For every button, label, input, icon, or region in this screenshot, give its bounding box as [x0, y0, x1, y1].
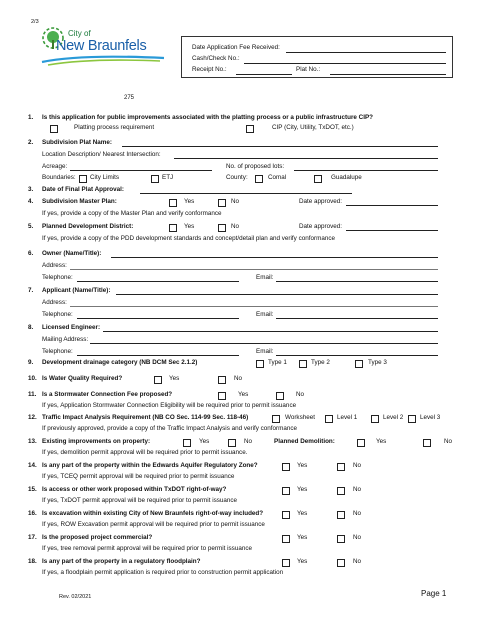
- location-field[interactable]: [174, 158, 438, 159]
- level1-label: Level 1: [337, 414, 358, 421]
- q9-label: Development drainage category (NB DCM Sec 2.1.2): [42, 359, 198, 366]
- city-limits-checkbox[interactable]: [79, 175, 87, 183]
- final-plat-date-field[interactable]: [140, 193, 352, 194]
- existing-no-label: No: [244, 438, 253, 445]
- q15-note: If yes, TxDOT permit approval will be required prior to permit issuance: [42, 497, 238, 504]
- acreage-label: Acreage:: [42, 163, 68, 170]
- master-plan-date-label: Date approved:: [299, 198, 343, 205]
- q8-label: Licensed Engineer:: [42, 324, 101, 331]
- aquifer-yes-label: Yes: [297, 462, 308, 469]
- demolition-no-label: No: [444, 438, 453, 445]
- q6-label: Owner (Name/Title):: [42, 250, 102, 257]
- guadalupe-label: Guadalupe: [331, 174, 362, 181]
- q18-number: 18.: [28, 558, 37, 565]
- aquifer-no-checkbox[interactable]: [337, 463, 345, 471]
- city-limits-label: City Limits: [90, 174, 120, 181]
- demolition-label: Planned Demolition:: [274, 438, 335, 445]
- location-label: Location Description/ Nearest Intersection:: [42, 151, 161, 158]
- q14-label: Is any part of the property within the Edwards Aquifer Regulatory Zone?: [42, 462, 258, 469]
- platting-label: Platting process requirement: [74, 124, 155, 131]
- water-quality-yes-label: Yes: [169, 375, 180, 382]
- q11-label: Is a Stormwater Connection Fee proposed?: [42, 391, 173, 398]
- q12-label: Traffic Impact Analysis Requirement (NB CO Sec. 114-99 Sec. 118-46): [42, 414, 249, 421]
- q10-label: Is Water Quality Required?: [42, 375, 123, 382]
- q12-note: If previously approved, provide a copy of the Traffic Impact Analysis and verify conformance: [42, 425, 298, 432]
- mailing-address-field[interactable]: [90, 343, 438, 344]
- boundaries-label: Boundaries:: [42, 174, 76, 181]
- existing-yes-label: Yes: [199, 438, 210, 445]
- row-excavation-no-checkbox[interactable]: [337, 511, 345, 519]
- q2-number: 2.: [28, 139, 34, 146]
- applicant-name-field[interactable]: [116, 294, 438, 295]
- pdd-no-checkbox[interactable]: [218, 224, 226, 232]
- q5-label: Planned Development District:: [42, 223, 134, 230]
- page-number: Page 1: [421, 589, 447, 598]
- comal-label: Comal: [268, 174, 287, 181]
- plat-name-field[interactable]: [122, 146, 438, 147]
- floodplain-yes-checkbox[interactable]: [282, 559, 290, 567]
- cip-checkbox[interactable]: [246, 125, 254, 133]
- fee-received-field[interactable]: [286, 52, 446, 53]
- logo-swoosh: [40, 54, 166, 66]
- q14-number: 14.: [28, 462, 37, 469]
- water-quality-no-label: No: [234, 375, 243, 382]
- type3-checkbox[interactable]: [355, 360, 363, 368]
- q5-note: If yes, provide a copy of the PDD development standards and concept/detail plan and verify conformance: [42, 235, 335, 242]
- owner-address-label: Address:: [42, 262, 67, 269]
- level3-label: Level 3: [420, 414, 441, 421]
- engineer-email-field[interactable]: [276, 355, 438, 356]
- demolition-yes-label: Yes: [376, 438, 387, 445]
- q4-note: If yes, provide a copy of the Master Plan and verify conformance: [42, 210, 222, 217]
- type1-label: Type 1: [268, 359, 287, 366]
- engineer-telephone-field[interactable]: [77, 355, 239, 356]
- row-excavation-no-label: No: [353, 510, 362, 517]
- applicant-address-label: Address:: [42, 299, 67, 306]
- receipt-field[interactable]: [236, 74, 292, 75]
- owner-email-field[interactable]: [276, 281, 438, 282]
- type2-checkbox[interactable]: [299, 360, 307, 368]
- etj-label: ETJ: [162, 174, 174, 181]
- form-code: 275: [124, 95, 135, 101]
- demolition-no-checkbox[interactable]: [423, 439, 431, 447]
- owner-name-field[interactable]: [111, 257, 438, 258]
- q18-label: Is any part of the property in a regulatory floodplain?: [42, 558, 201, 565]
- q13-number: 13.: [28, 438, 37, 445]
- owner-address-field[interactable]: [70, 269, 438, 270]
- worksheet-checkbox[interactable]: [272, 415, 280, 423]
- q16-number: 16.: [28, 510, 37, 517]
- pdd-yes-checkbox[interactable]: [169, 224, 177, 232]
- type1-checkbox[interactable]: [256, 360, 264, 368]
- engineer-telephone-label: Telephone:: [42, 348, 73, 355]
- acreage-field[interactable]: [70, 170, 212, 171]
- etj-checkbox[interactable]: [151, 175, 159, 183]
- owner-email-label: Email:: [256, 274, 274, 281]
- txdot-no-checkbox[interactable]: [337, 487, 345, 495]
- stormwater-no-label: No: [296, 391, 305, 398]
- q15-label: Is access or other work proposed within TxDOT right-of-way?: [42, 486, 227, 493]
- receipt-label: Receipt No.:: [192, 66, 227, 73]
- cash-check-field[interactable]: [244, 63, 446, 64]
- q16-note: If yes, ROW Excavation permit approval will be required prior to permit issuance: [42, 521, 265, 528]
- q3-label: Date of Final Plat Approval:: [42, 186, 124, 193]
- cip-label: CIP (City, Utility, TxDOT, etc.): [272, 124, 354, 131]
- master-plan-no-label: No: [231, 198, 240, 205]
- applicant-telephone-field[interactable]: [77, 318, 239, 319]
- q13-label: Existing improvements on property:: [42, 438, 151, 445]
- demolition-yes-checkbox[interactable]: [357, 439, 365, 447]
- applicant-address-field[interactable]: [70, 306, 438, 307]
- row-excavation-yes-checkbox[interactable]: [282, 511, 290, 519]
- office-use-box: [181, 36, 453, 78]
- aquifer-no-label: No: [353, 462, 362, 469]
- q11-note: If yes, Application Stormwater Connection Eligibility will be required prior to permit issuance: [42, 402, 297, 409]
- q16-label: Is excavation within existing City of New Braunfels right-of-way included?: [42, 510, 264, 517]
- floodplain-no-checkbox[interactable]: [337, 559, 345, 567]
- platting-checkbox[interactable]: [50, 125, 58, 133]
- logo-name-text: New Braunfels: [56, 38, 147, 54]
- revision-date: Rev. 02/2021: [59, 594, 92, 600]
- q11-number: 11.: [28, 391, 37, 398]
- level1-checkbox[interactable]: [325, 415, 333, 423]
- q8-number: 8.: [28, 324, 34, 331]
- q5-number: 5.: [28, 223, 34, 230]
- existing-yes-checkbox[interactable]: [183, 439, 191, 447]
- txdot-yes-label: Yes: [297, 486, 308, 493]
- q17-label: Is the proposed project commercial?: [42, 534, 153, 541]
- worksheet-label: Worksheet: [285, 414, 315, 421]
- q7-label: Applicant (Name/Title):: [42, 287, 111, 294]
- q7-number: 7.: [28, 287, 34, 294]
- pdd-no-label: No: [231, 223, 240, 230]
- owner-telephone-label: Telephone:: [42, 274, 73, 281]
- q13-note: If yes, demolition permit approval will be required prior to permit issuance.: [42, 449, 248, 456]
- level2-label: Level 2: [383, 414, 404, 421]
- master-plan-date-field[interactable]: [346, 205, 438, 206]
- engineer-email-label: Email:: [256, 348, 274, 355]
- city-logo: [38, 26, 168, 70]
- type3-label: Type 3: [368, 359, 387, 366]
- master-plan-no-checkbox[interactable]: [218, 199, 226, 207]
- page-marker: 2/3: [31, 19, 39, 25]
- q2-label: Subdivision Plat Name:: [42, 139, 112, 146]
- type2-label: Type 2: [311, 359, 330, 366]
- pdd-date-label: Date approved:: [299, 223, 343, 230]
- master-plan-yes-label: Yes: [184, 198, 195, 205]
- pdd-date-field[interactable]: [346, 230, 438, 231]
- q17-number: 17.: [28, 534, 37, 541]
- mailing-address-label: Mailing Address:: [42, 336, 89, 343]
- aquifer-yes-checkbox[interactable]: [282, 463, 290, 471]
- q4-number: 4.: [28, 198, 34, 205]
- stormwater-no-checkbox[interactable]: [276, 392, 284, 400]
- applicant-email-field[interactable]: [276, 318, 438, 319]
- existing-no-checkbox[interactable]: [228, 439, 236, 447]
- lots-label: No. of proposed lots:: [226, 163, 285, 170]
- comal-checkbox[interactable]: [255, 175, 263, 183]
- applicant-telephone-label: Telephone:: [42, 311, 73, 318]
- water-quality-no-checkbox[interactable]: [218, 376, 226, 384]
- q12-number: 12.: [28, 414, 37, 421]
- floodplain-no-label: No: [353, 558, 362, 565]
- q3-number: 3.: [28, 186, 34, 193]
- stormwater-yes-checkbox[interactable]: [218, 392, 226, 400]
- q17-note: If yes, tree removal permit approval will be required prior to permit issuance: [42, 545, 252, 552]
- commercial-no-checkbox[interactable]: [337, 535, 345, 543]
- commercial-no-label: No: [353, 534, 362, 541]
- txdot-no-label: No: [353, 486, 362, 493]
- txdot-yes-checkbox[interactable]: [282, 487, 290, 495]
- fee-received-label: Date Application Fee Received:: [192, 44, 280, 51]
- county-label: County:: [226, 174, 248, 181]
- lots-field[interactable]: [294, 170, 438, 171]
- q18-note: If yes, a floodplain permit application is required prior to construction permit application: [42, 569, 284, 576]
- q15-number: 15.: [28, 486, 37, 493]
- q4-label: Subdivision Master Plan:: [42, 198, 117, 205]
- commercial-yes-label: Yes: [297, 534, 308, 541]
- guadalupe-checkbox[interactable]: [314, 175, 322, 183]
- q9-number: 9.: [28, 359, 34, 366]
- water-quality-yes-checkbox[interactable]: [154, 376, 162, 384]
- level2-checkbox[interactable]: [371, 415, 379, 423]
- logo-city-text: City of: [68, 29, 91, 38]
- q1-question: Is this application for public improvements associated with the platting process or a public infrastructure CIP?: [42, 114, 373, 121]
- master-plan-yes-checkbox[interactable]: [169, 199, 177, 207]
- stormwater-yes-label: Yes: [238, 391, 249, 398]
- cash-check-label: Cash/Check No.:: [192, 55, 240, 62]
- plat-no-field[interactable]: [330, 74, 446, 75]
- plat-no-label: Plat No.:: [296, 66, 321, 73]
- pdd-yes-label: Yes: [184, 223, 195, 230]
- q1-number: 1.: [28, 114, 34, 121]
- q14-note: If yes, TCEQ permit approval will be required prior to permit issuance: [42, 473, 235, 480]
- floodplain-yes-label: Yes: [297, 558, 308, 565]
- q10-number: 10.: [28, 375, 37, 382]
- commercial-yes-checkbox[interactable]: [282, 535, 290, 543]
- q6-number: 6.: [28, 250, 34, 257]
- engineer-name-field[interactable]: [103, 331, 438, 332]
- level3-checkbox[interactable]: [408, 415, 416, 423]
- owner-telephone-field[interactable]: [77, 281, 239, 282]
- applicant-email-label: Email:: [256, 311, 274, 318]
- row-excavation-yes-label: Yes: [297, 510, 308, 517]
